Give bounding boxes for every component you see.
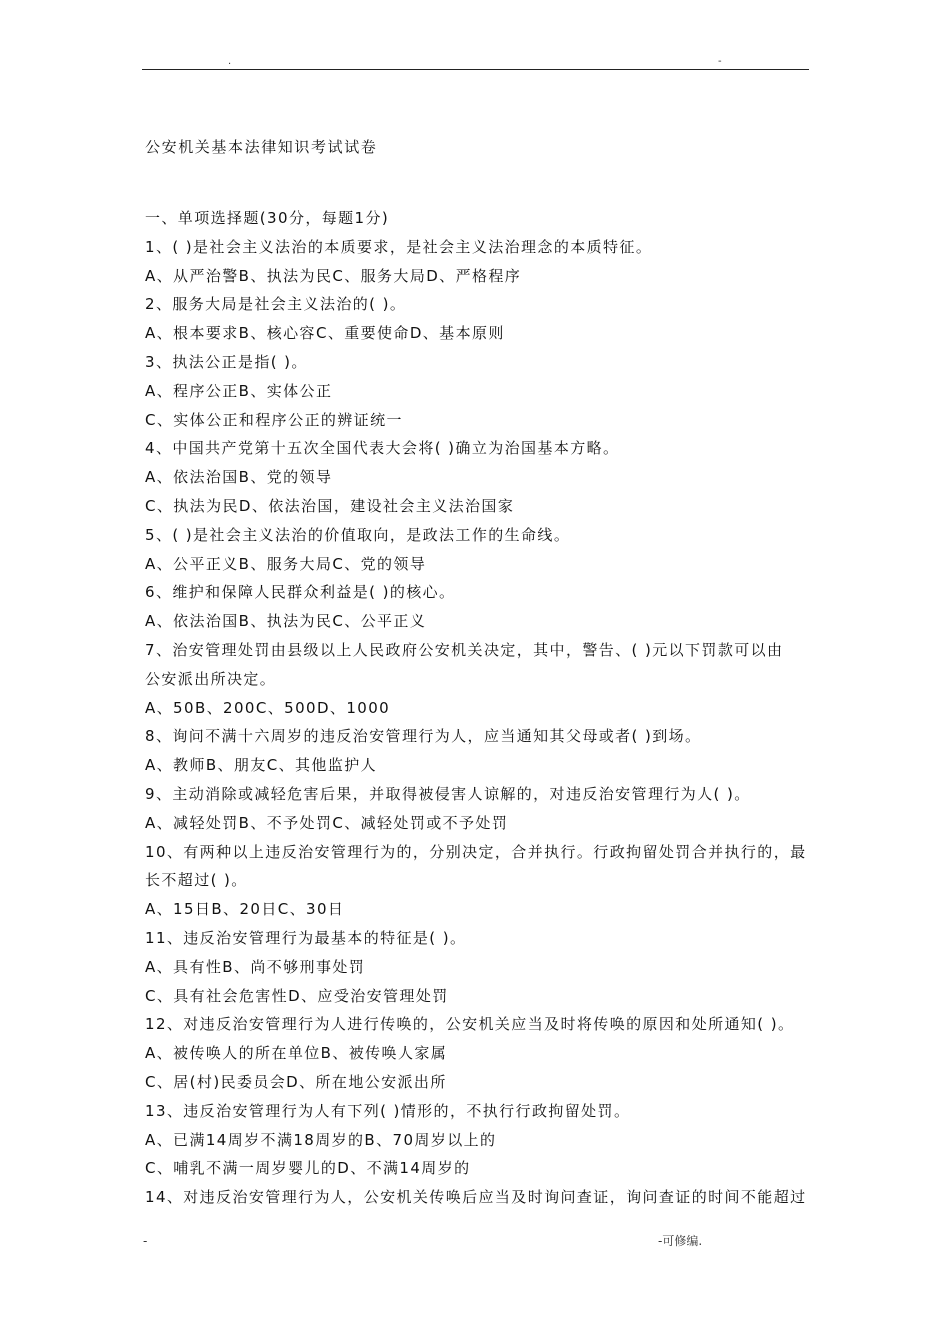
exam-line: A、程序公正B、实体公正 [145,381,333,400]
exam-line: A、减轻处罚B、不予处罚C、减轻处罚或不予处罚 [145,813,509,832]
exam-line: 9、主动消除或减轻危害后果，并取得被侵害人谅解的，对违反治安管理行为人( )。 [145,784,751,803]
footer-left-mark: - [143,1234,148,1248]
exam-line: A、具有性B、尚不够刑事处罚 [145,957,366,976]
exam-line: 6、维护和保障人民群众利益是( )的核心。 [145,583,456,602]
header-left-mark: . [228,56,232,67]
header-right-mark: - [718,56,722,67]
exam-line: A、已满14周岁不满18周岁的B、70周岁以上的 [145,1130,497,1149]
exam-line: 8、询问不满十六周岁的违反治安管理行为人，应当通知其父母或者( )到场。 [145,727,702,746]
footer-right-mark: -可修编. [658,1234,703,1248]
exam-line: 7、治安管理处罚由县级以上人民政府公安机关决定，其中，警告、( )元以下罚款可以由 [145,640,784,659]
exam-line: 1、( )是社会主义法治的本质要求，是社会主义法治理念的本质特征。 [145,237,653,256]
exam-line: C、哺乳不满一周岁婴儿的D、不满14周岁的 [145,1159,471,1178]
exam-line: A、15日B、20日C、30日 [145,900,345,919]
exam-line: A、50B、200C、500D、1000 [145,698,391,717]
exam-line: 11、违反治安管理行为最基本的特征是( )。 [145,928,467,947]
exam-line: 5、( )是社会主义法治的价值取向，是政法工作的生命线。 [145,525,571,544]
exam-line: 公安派出所决定。 [145,669,277,688]
exam-line: 3、执法公正是指( )。 [145,352,308,371]
document-title: 公安机关基本法律知识考试试卷 [145,138,378,156]
exam-line: 4、中国共产党第十五次全国代表大会将( )确立为治国基本方略。 [145,439,620,458]
exam-line: 2、服务大局是社会主义法治的( )。 [145,295,407,314]
exam-line: 10、有两种以上违反治安管理行为的，分别决定，合并执行。行政拘留处罚合并执行的，最 [145,842,807,861]
exam-line: A、教师B、朋友C、其他监护人 [145,756,378,775]
exam-line: A、被传唤人的所在单位B、被传唤人家属 [145,1044,448,1063]
exam-line: A、依法治国B、执法为民C、公平正义 [145,612,427,631]
exam-line: 12、对违反治安管理行为人进行传唤的，公安机关应当及时将传唤的原因和处所通知( )。 [145,1015,795,1034]
exam-line: C、实体公正和程序公正的辨证统一 [145,410,403,429]
section-heading: 一、单项选择题(30分，每题1分) [145,209,390,227]
exam-line: C、执法为民D、依法治国，建设社会主义法治国家 [145,496,515,515]
exam-line: A、公平正义B、服务大局C、党的领导 [145,554,427,573]
exam-line: A、根本要求B、核心容C、重要使命D、基本原则 [145,324,505,343]
exam-line: 13、违反治安管理行为人有下列( )情形的，不执行行政拘留处罚。 [145,1101,631,1120]
exam-line: 14、对违反治安管理行为人，公安机关传唤后应当及时询问查证，询问查证的时间不能超过 [145,1188,807,1207]
exam-line: C、居(村)民委员会D、所在地公安派出所 [145,1072,447,1091]
exam-line: 长不超过( )。 [145,871,248,890]
exam-body [145,204,817,1212]
exam-line: A、依法治国B、党的领导 [145,468,333,487]
exam-line: A、从严治警B、执法为民C、服务大局D、严格程序 [145,266,522,285]
header-rule [142,69,809,70]
exam-line: C、具有社会危害性D、应受治安管理处罚 [145,986,449,1005]
